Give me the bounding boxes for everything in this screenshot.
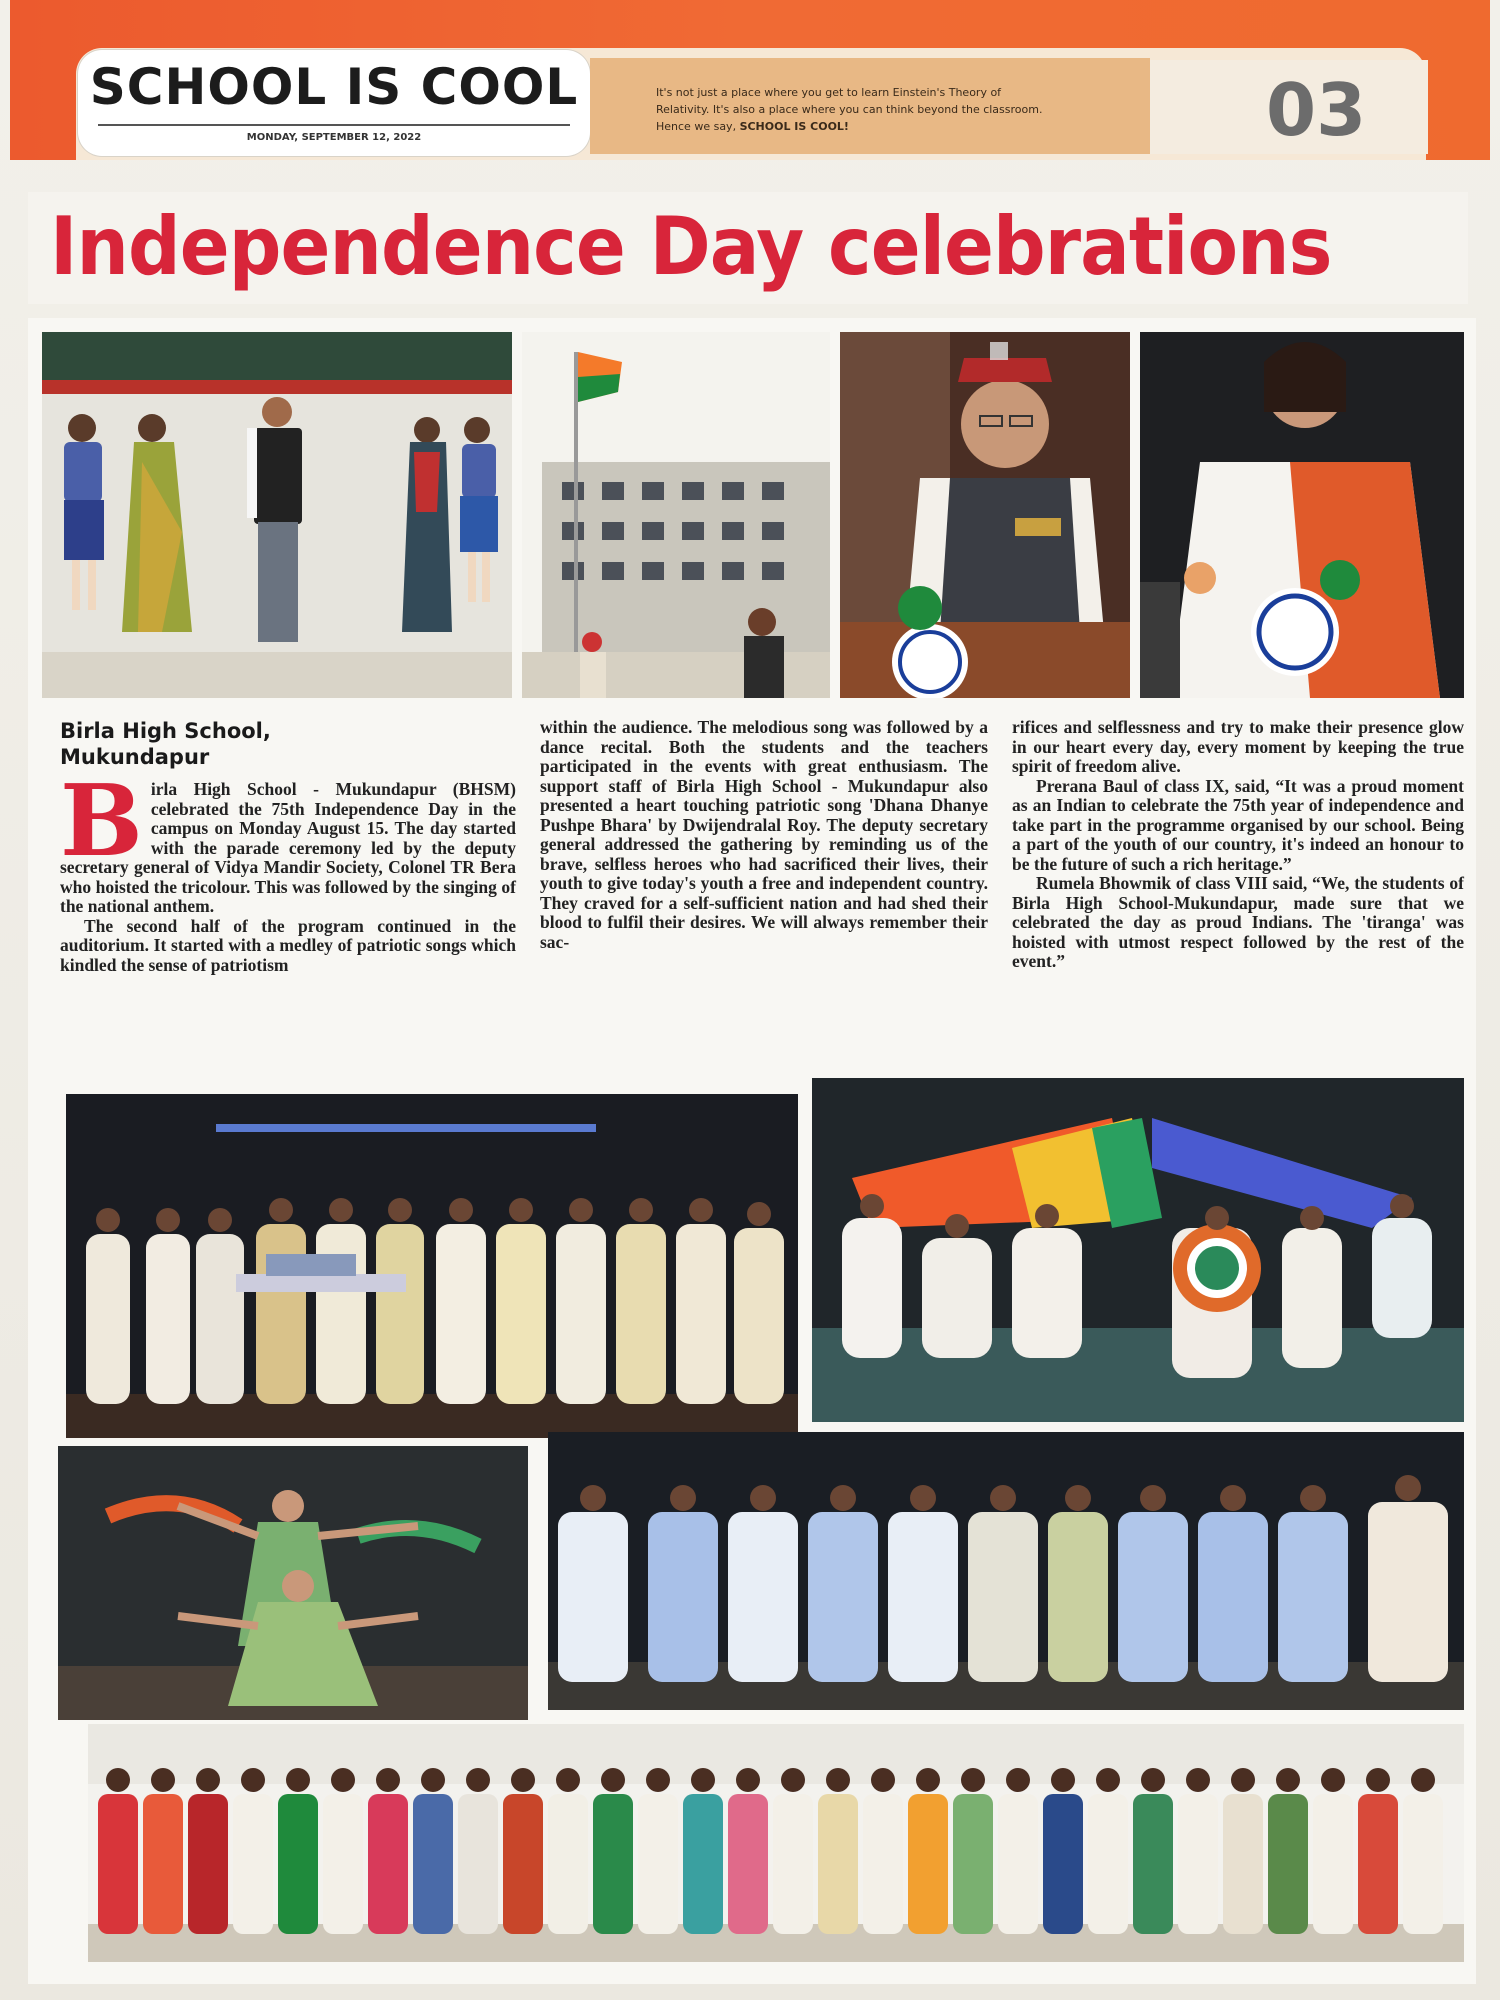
headline: Independence Day celebrations: [50, 200, 1332, 293]
article-column-3: [1012, 718, 1464, 972]
photo-solo-dance: [58, 1446, 528, 1720]
masthead-date: MONDAY, SEPTEMBER 12, 2022: [246, 132, 422, 143]
tagline: [656, 84, 1056, 135]
tagline-text: It's not just a place where you get to learn Einstein's Theory of Relativity. It's also a place where you can think beyond the classroom. Hence we say,: [656, 86, 1043, 133]
photo-flag-hoisting-group: [42, 332, 512, 698]
byline: [60, 718, 516, 770]
tagline-box: [590, 58, 1150, 154]
article-paragraph: [60, 764, 516, 917]
article-paragraph: within the audience. The melodious song was followed by a dance recital. Both the students and the teachers participated in the events with great enthusiasm. The support staff of Birla High School - Mukundapur also presented a heart touching patriotic song 'Dhana Dhanye Pushpe Bhara' by Dwijendralal Roy. The deputy secretary general addressed the gathering by reminding us of the brave, selfless heroes who had sacrificed their lives, their youth to give today's youth a free and independent country. They craved for a self-sufficient nation and had shed their blood to fulfil their desires. We will always remember their sac-: [540, 717, 988, 952]
photo-speaker-colonel: [840, 332, 1130, 698]
masthead-rule: [98, 124, 570, 126]
byline-location: Mukundapur: [60, 745, 210, 769]
masthead: [78, 50, 590, 156]
article-paragraph: Rumela Bhowmik of class VIII said, “We, the students of Birla High School-Mukundapur, made sure that we celebrated the day as proud Indians. The 'tiranga' was hoisted with utmost respect followed by the rest of the event.”: [1012, 873, 1464, 971]
tagline-emphasis: SCHOOL IS COOL!: [739, 120, 849, 133]
article-paragraph: The second half of the program continued in the auditorium. It started with a medley of patriotic songs which kindled the sense of patriotism: [60, 915, 516, 975]
photo-teachers-singing: [66, 1094, 798, 1438]
masthead-title: SCHOOL IS COOL: [89, 58, 579, 116]
photo-students-group: [88, 1724, 1464, 1962]
article-paragraph-text: irla High School - Mukundapur (BHSM) celebrated the 75th Independence Day in the campus on Monday August 15. The day started with the parade ceremony led by the deputy secretary general of Vidya Mandir Society, Colonel TR Bera who hoisted the tricolour. This was followed by the singing of the national anthem.: [60, 779, 516, 916]
article-paragraph: rifices and selflessness and try to make their presence glow in our heart every day, every moment by keeping the true spirit of freedom alive.: [1012, 717, 1464, 776]
page-number: 03: [1266, 68, 1367, 152]
article-column-1: [60, 718, 516, 975]
article-paragraph: Prerana Baul of class IX, said, “It was a proud moment as an Indian to celebrate the 75th year of independence and take part in the programme organised by our school. Being a part of the youth of our country, it's indeed an honour to be the future of such a rich heritage.”: [1012, 775, 1464, 874]
page-number-box: [1150, 60, 1428, 154]
photo-support-staff: [548, 1432, 1464, 1710]
photo-flag-on-pole: [522, 332, 830, 698]
photo-speaker-lady: [1140, 332, 1464, 698]
article-column-2: [540, 718, 988, 952]
drop-cap: B: [60, 764, 143, 879]
byline-school: Birla High School,: [60, 719, 271, 743]
photo-dance-tricolour: [812, 1078, 1464, 1422]
